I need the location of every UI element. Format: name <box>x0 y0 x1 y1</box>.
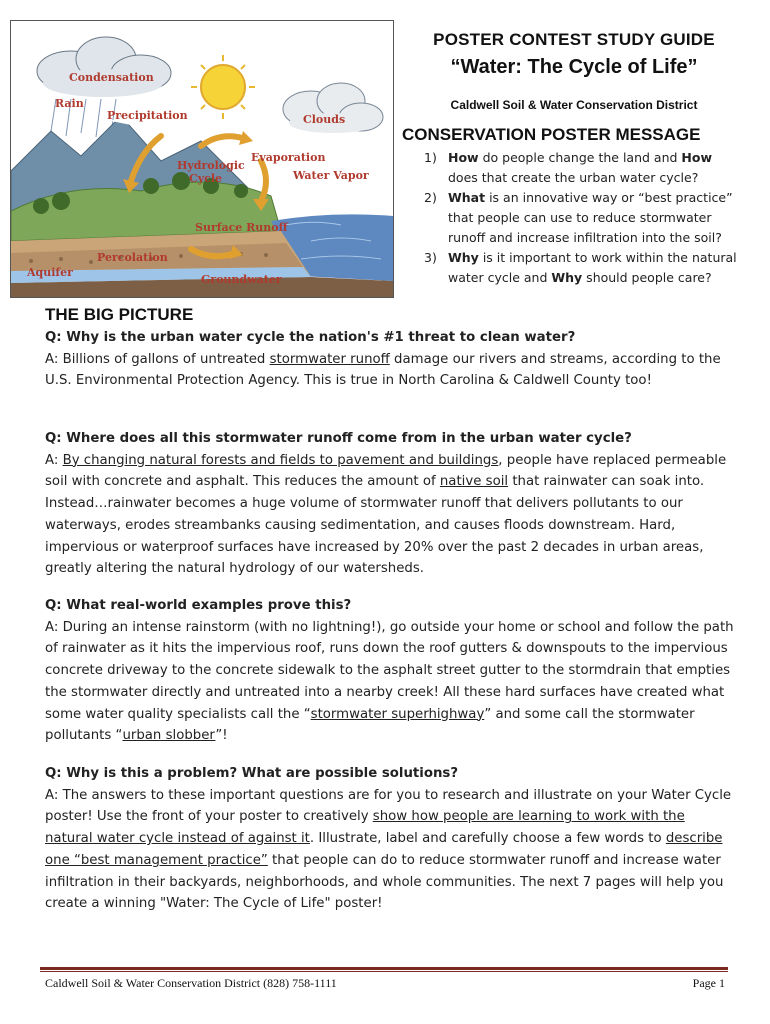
conservation-message-heading: CONSERVATION POSTER MESSAGE <box>402 125 701 144</box>
big-picture-heading: THE BIG PICTURE <box>45 305 194 324</box>
label-condensation: Condensation <box>69 71 154 84</box>
message-item: 1) How do people change the land and How does that create the urban water cycle? <box>424 150 713 185</box>
label-precipitation: Precipitation <box>107 109 188 122</box>
qa-block-4 <box>45 763 735 915</box>
message-item: 2) What is an innovative way or “best practice” that people can use to reduce stormwater runoff and increase infiltration into the soil? <box>424 190 733 245</box>
footer-rule-thin <box>40 971 728 972</box>
conservation-message-list <box>424 148 744 288</box>
document-title: POSTER CONTEST STUDY GUIDE <box>433 30 715 49</box>
answer: A: By changing natural forests and fields to pavement and buildings, people have replaced permeable soil with concrete and asphalt. This reduces the amount of native soil that rainwater can soak into. Instead…rainwater becomes a huge volume of stormwater runoff that delivers pollutants to our waterways, erodes streambanks causing sedimentation, and causes floods downstream. Hard, impervious or waterproof surfaces have increased by 20% over the past 2 decades in urban areas, greatly altering the natural hydrology of our watersheds. <box>45 452 727 577</box>
label-water-vapor: Water Vapor <box>293 169 369 182</box>
label-cycle: Cycle <box>189 172 223 185</box>
answer: A: The answers to these important questions are for you to research and illustrate on your Water Cycle poster! Use the front of your poster to creatively show how people are learning to work with the natural water cycle instead of against it. Illustrate, label and carefully choose a few words to describe one “best management practice” that people can do to reduce stormwater runoff and increase water infiltration in their backyards, neighborhoods, and whole communities. The next 7 pages will help you create a winning "Water: The Cycle of Life" poster! <box>45 787 732 912</box>
label-aquifer: Aquifer <box>27 266 73 279</box>
water-cycle-illustration <box>11 21 393 297</box>
question: Q: Why is the urban water cycle the nation's #1 threat to clean water? <box>45 330 576 345</box>
answer: A: During an intense rainstorm (with no lightning!), go outside your home or school and follow the path of rainwater as it hits the impervious roof, runs down the roof gutters & downspouts to the impervious concrete driveway to the concrete sidewalk to the asphalt street gutter to the stormdrain that empties the stormwater directly and untreated into a nearby creek! All these hard surfaces have created what some water quality specialists call the “stormwater superhighway” and some call the stormwater pollutants “urban slobber”! <box>45 619 734 744</box>
question: Q: What real-world examples prove this? <box>45 598 352 613</box>
answer: A: Billions of gallons of untreated stormwater runoff damage our rivers and streams, according to the U.S. Environmental Protection Agency. This is true in North Carolina & Caldwell County too! <box>45 351 721 389</box>
label-evaporation: Evaporation <box>251 151 326 164</box>
label-groundwater: Groundwater <box>201 273 282 286</box>
document-subtitle: “Water: The Cycle of Life” <box>450 56 698 78</box>
label-percolation: Percolation <box>97 251 168 264</box>
label-rain: Rain <box>55 97 84 110</box>
organization-name: Caldwell Soil & Water Conservation District <box>450 98 698 112</box>
qa-block-1 <box>45 327 735 392</box>
qa-block-2 <box>45 428 735 580</box>
footer-rule <box>40 967 728 970</box>
label-clouds: Clouds <box>303 113 346 126</box>
page-number: Page 1 <box>692 976 725 990</box>
label-hydrologic: Hydrologic <box>177 159 245 172</box>
question: Q: Where does all this stormwater runoff come from in the urban water cycle? <box>45 431 632 446</box>
qa-block-3 <box>45 595 735 747</box>
question: Q: Why is this a problem? What are possible solutions? <box>45 766 459 781</box>
footer-organization: Caldwell Soil & Water Conservation District (828) 758-1111 <box>45 976 337 990</box>
message-item: 3) Why is it important to work within the natural water cycle and Why should people care? <box>424 250 737 285</box>
water-cycle-diagram <box>10 20 394 298</box>
label-surface-runoff: Surface Runoff <box>195 221 288 234</box>
